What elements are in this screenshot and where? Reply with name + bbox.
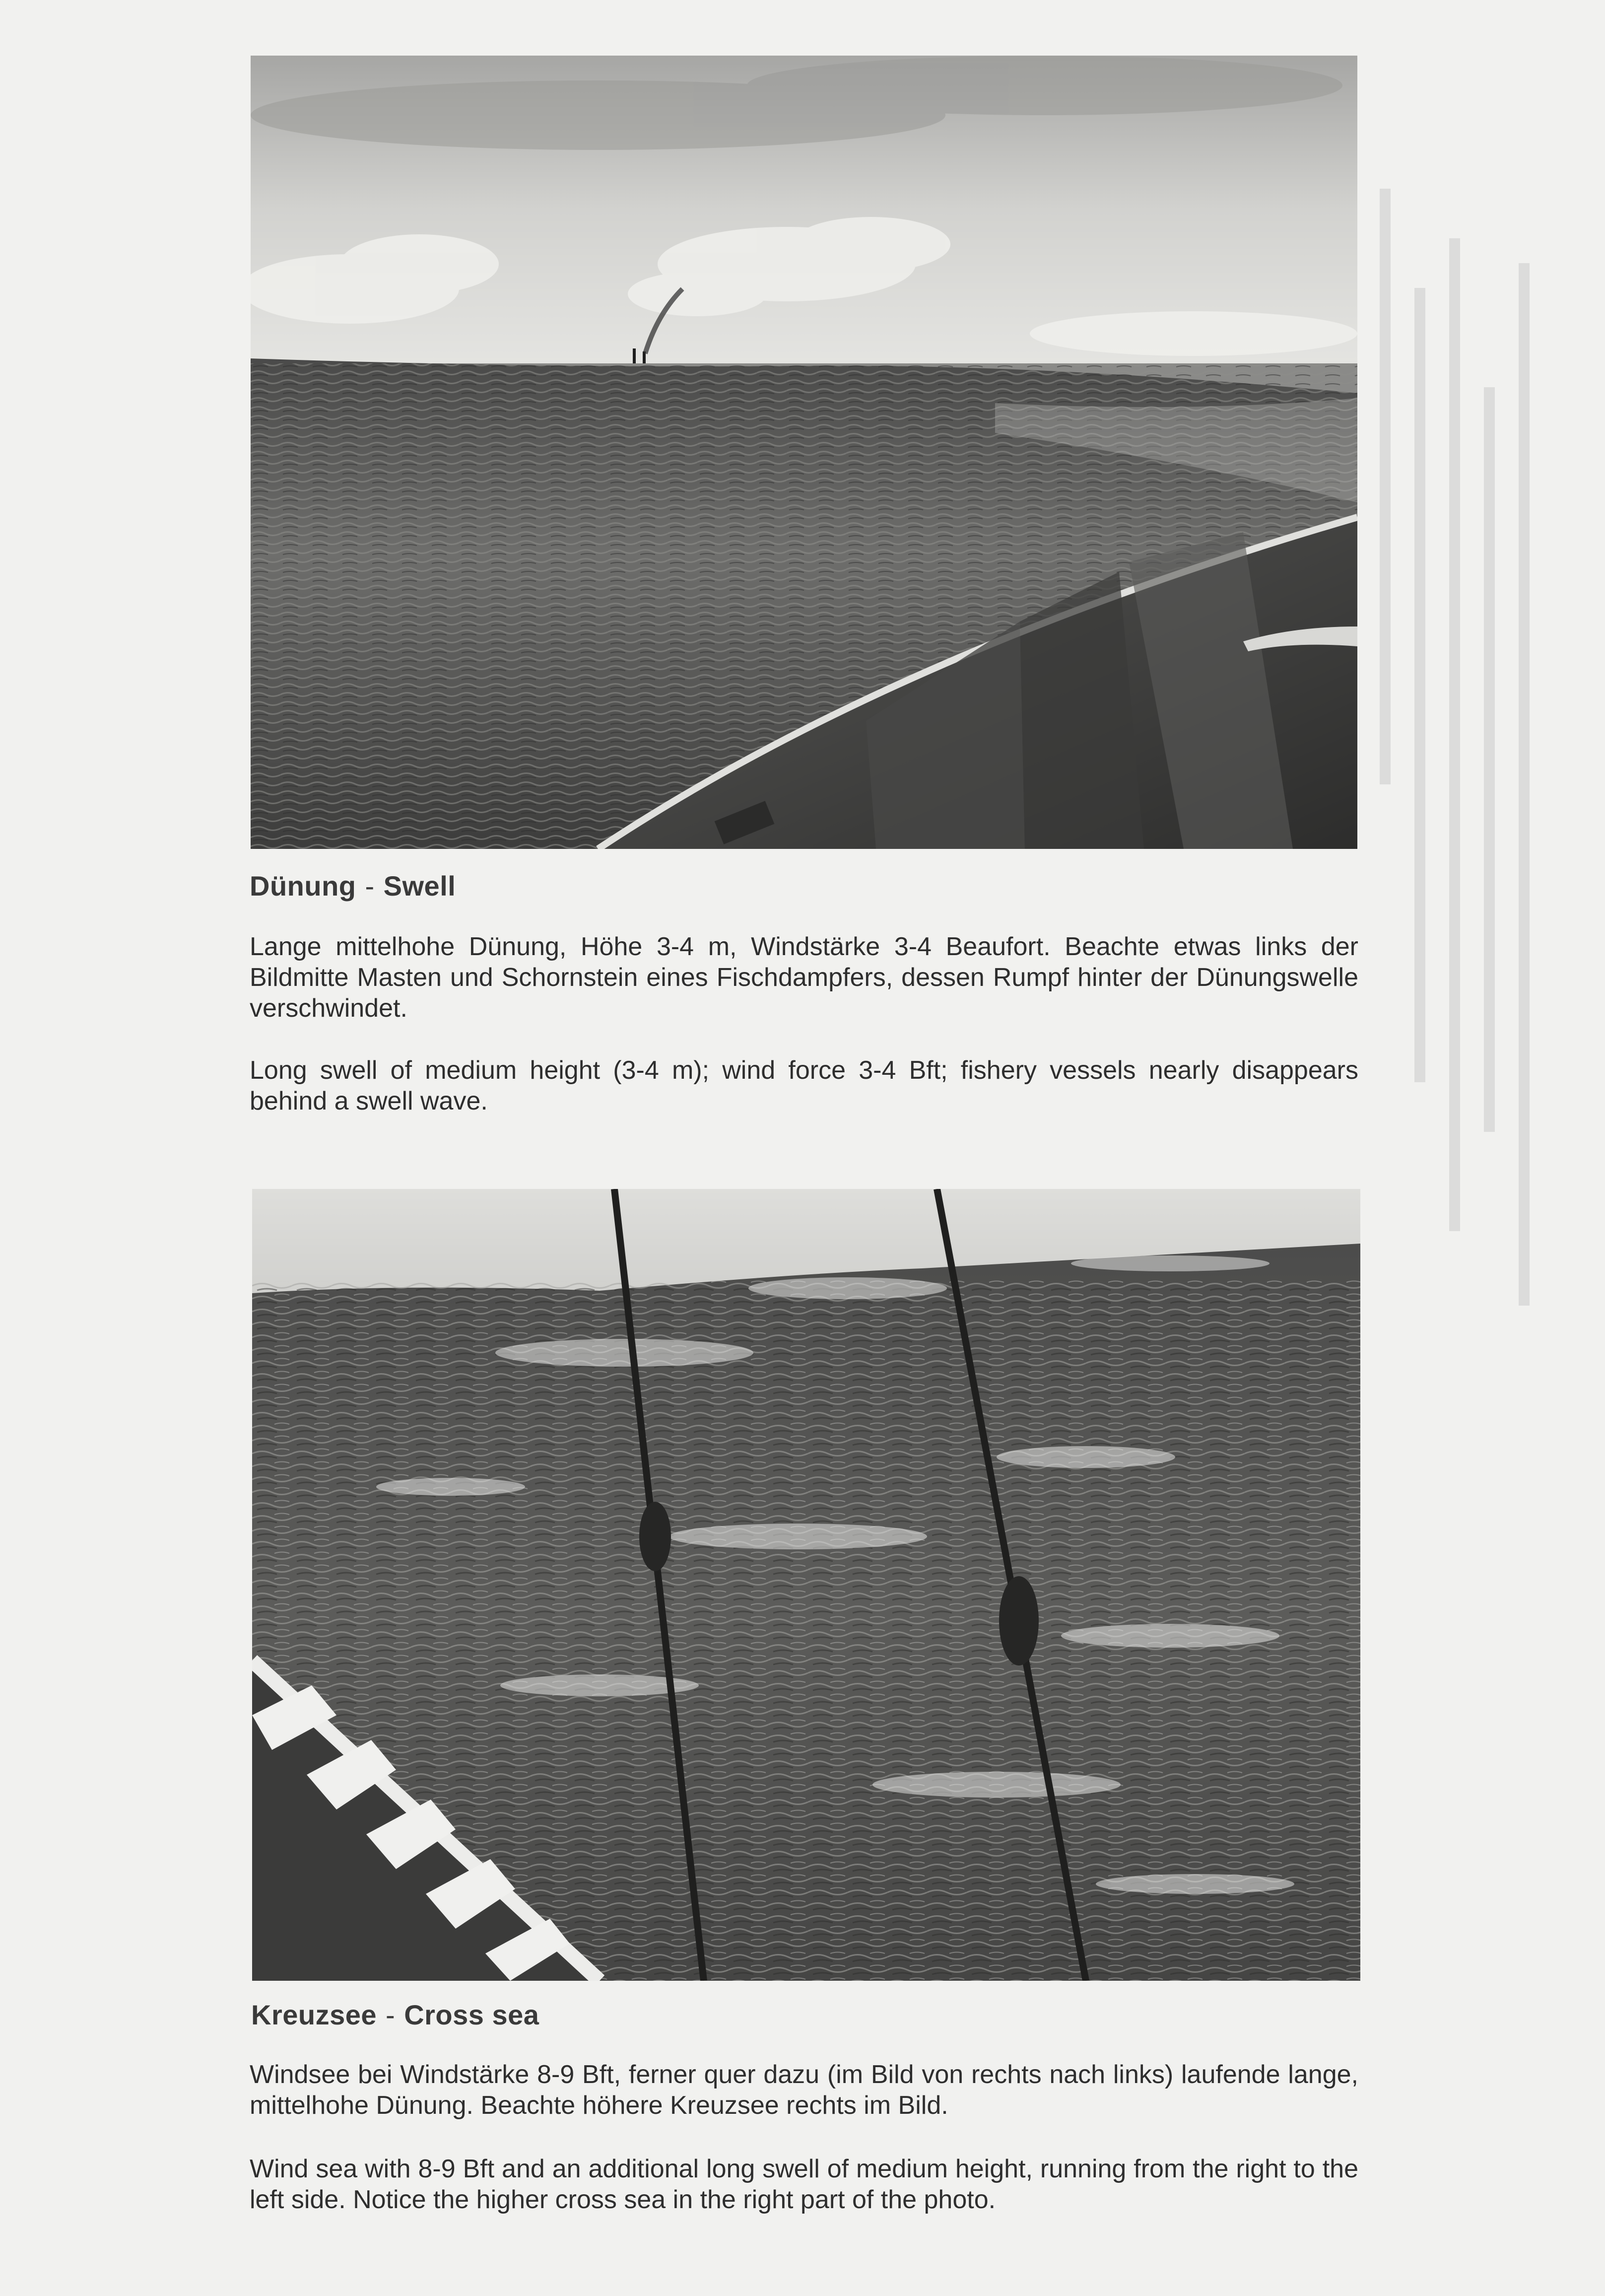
swell-title-de: Dünung [250,870,356,902]
swell-description-de: Lange mittelhohe Dünung, Höhe 3-4 m, Windstärke 3-4 Beaufort. Beachte etwas links der Bildmitte Masten und Schornstein eines Fischdampfers, dessen Rumpf hinter der Dünungswelle verschwindet. [250,932,1358,1023]
cross-sea-description-de: Windsee bei Windstärke 8-9 Bft, ferner quer dazu (im Bild von rechts nach links) laufende lange, mittelhohe Dünung. Beachte höhere Kreuzsee rechts im Bild. [250,2060,1358,2120]
cross-sea-title-de: Kreuzsee [251,1999,377,2030]
swell-photo [251,56,1357,849]
swell-description-en: Long swell of medium height (3-4 m); wind force 3-4 Bft; fishery vessels nearly disappears behind a swell wave. [250,1056,1358,1115]
swell-title-en: Swell [383,870,456,902]
rough-cross-sea-rigging-photo-icon [252,1189,1360,1981]
swell-title-separator: - [365,870,375,902]
cross-sea-title-separator: - [386,1999,396,2030]
cross-sea-photo [252,1189,1360,1981]
cross-sea-description-en: Wind sea with 8-9 Bft and an additional long swell of medium height, running from the right to the left side. Notice the higher cross sea in the right part of the photo. [250,2155,1358,2214]
swell-caption-title [250,870,456,902]
ocean-swell-bow-photo-icon [251,56,1357,849]
cross-sea-caption-title [251,1999,539,2031]
bleed-through-texture [1370,189,1558,1430]
cross-sea-title-en: Cross sea [404,1999,539,2030]
